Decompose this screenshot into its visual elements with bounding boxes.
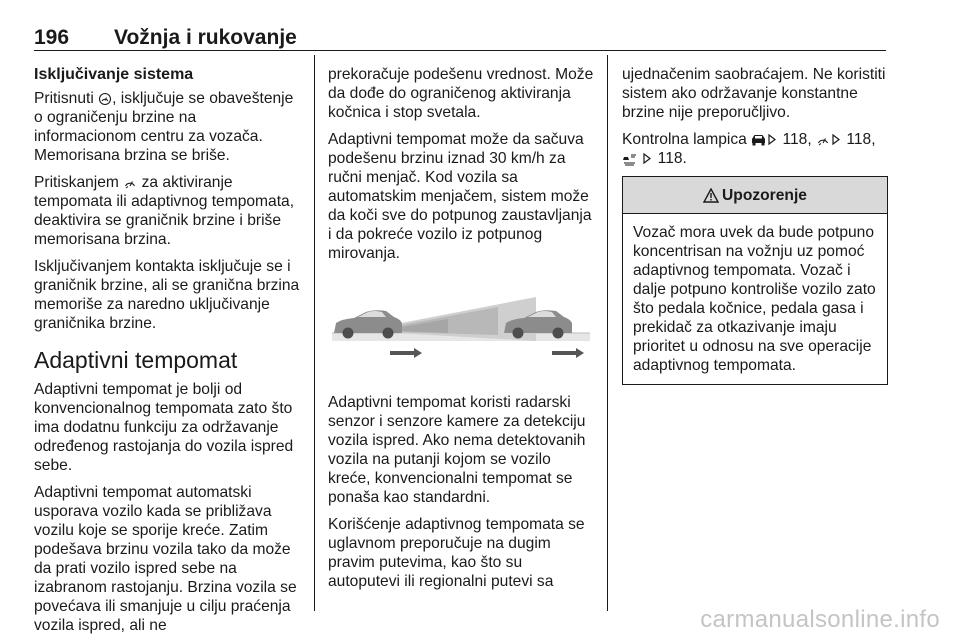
- paragraph: Adaptivni tempomat koristi radarski senzor i senzore kamere za detekciju vozila ispred. Ako nema detektovanih vozila na putanji kojom se vozilo kreće, konvencionalni tempomat se ponaša kao standardni.: [328, 394, 586, 506]
- paragraph: Adaptivni tempomat može da sačuva podešenu brzinu iznad 30 km/h za ručni menjač. Kod vozila sa automatskim menjačem, sistem može da koči sve do potpunog zaustavljanja i da pokreće vozilo iz potpunog mirovanja.: [328, 131, 592, 262]
- page-number: 196: [34, 26, 70, 49]
- paragraph-text: Pritisnuti: [34, 90, 99, 107]
- cruise-control-icon: [816, 133, 830, 147]
- page-header: [34, 10, 886, 51]
- paragraph: [622, 130, 888, 168]
- warning-title: Upozorenje: [722, 186, 807, 204]
- paragraph-text: Pritiskanjem: [34, 174, 124, 191]
- subheading-disable-system: Isključivanje sistema: [34, 66, 194, 83]
- paragraph: [34, 173, 302, 249]
- column-1: [34, 55, 302, 643]
- car-ahead-icon: [751, 133, 766, 146]
- warning-triangle-icon: [703, 188, 719, 203]
- chapter-title: Vožnja i rukovanje: [114, 26, 297, 49]
- warning-text: Vozač mora uvek da bude potpuno koncentrisan na vožnju uz pomoć adaptivnog tempomata. Vozač i dalje potpuno kontroliše vozilo zato što pedala kočnice, pedala gasa i prekidač za otkazivanje imaju prioritet u odnosu na sve operacije adaptivnog tempomata.: [633, 224, 876, 374]
- page-reference: 118.: [653, 150, 687, 167]
- page-ref-arrow-icon: [766, 133, 778, 146]
- column-divider-2: [607, 55, 608, 611]
- adaptive-cruise-icon: [622, 152, 637, 166]
- column-2: [328, 65, 594, 599]
- cruise-control-icon: [123, 176, 137, 190]
- page-reference: 118,: [778, 131, 817, 148]
- warning-header: [623, 177, 887, 214]
- paragraph: Isključivanjem kontakta isključuje se i graničnik brzine, ali se granična brzina memoriše za naredno uključivanje graničnika brzine.: [34, 258, 300, 332]
- heading-adaptive-cruise: Adaptivni tempomat: [34, 347, 238, 373]
- page-reference: 118,: [842, 131, 876, 148]
- limiter-button-icon: [98, 92, 112, 106]
- paragraph: [34, 89, 302, 165]
- page-ref-arrow-icon: [830, 133, 842, 146]
- paragraph: ujednačenim saobraćajem. Ne koristiti sistem ako održavanje konstantne brzine nije preporučljivo.: [622, 66, 886, 121]
- column-divider-1: [314, 55, 315, 611]
- paragraph-text: , isključuje se obaveštenje o ograničenju brzine na informacionom centru za vozača. Memorisana brzina se briše.: [34, 90, 294, 164]
- paragraph-text: za aktiviranje tempomata ili adaptivnog tempomata, deaktivira se graničnik brzine i briše memorisana brzina.: [34, 174, 295, 248]
- paragraph-text: Kontrolna lampica: [622, 131, 752, 148]
- warning-box: [622, 176, 888, 385]
- paragraph: prekoračuje podešenu vrednost. Može da dođe do ograničenog aktiviranja kočnica i stop svetala.: [328, 66, 594, 121]
- paragraph: Adaptivni tempomat automatski usporava vozilo kada se približava vozilu koje se sporije kreće. Zatim podešava brzinu vozila tako da može da prati vozilo ispred sebe na izabranom rastojanju. Brzina vozila se povećava ili smanjuje u cilju praćenja vozila ispred, ali ne: [34, 484, 297, 634]
- paragraph: Adaptivni tempomat je bolji od konvencionalnog tempomata zato što ima dodatnu funkciju za održavanje određenog rastojanja do vozila ispred sebe.: [34, 381, 294, 474]
- paragraph: Korišćenje adaptivnog tempomata se uglavnom preporučuje na dugim pravim putevima, kao što su autoputevi ili regionalni putevi sa: [328, 516, 585, 590]
- page-ref-arrow-icon: [641, 152, 653, 165]
- adaptive-cruise-illustration: [328, 271, 594, 383]
- watermark: carmanualsonline.info: [700, 606, 940, 633]
- column-3: [622, 65, 888, 385]
